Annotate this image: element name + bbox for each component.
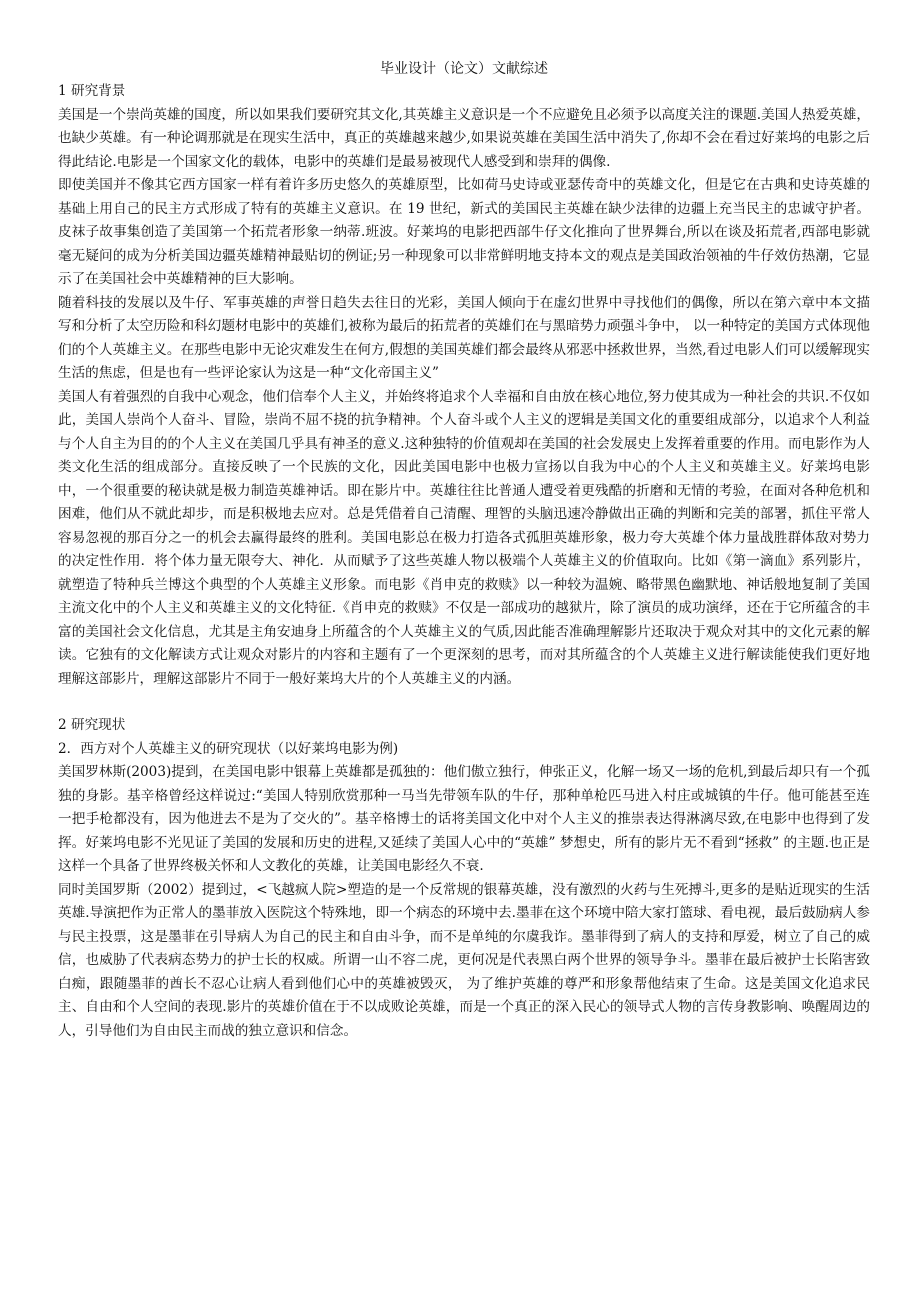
section-1-paragraph-3: 随着科技的发展以及牛仔、军事英雄的声誉日趋失去往日的光彩，美国人倾向于在虚幻世界中寻找他们的偶像，所以在第六章中本文描写和分析了太空历险和科幻题材电影中的英雄们,被称为最后的拓荒者的英雄们在与黑暗势力顽强斗争中， 以一种特定的美国方式体现他们的个人英雄主义。在那些电影中无论灾难发生在何方,假想的美国英雄们都会最终从邪恶中拯救世界，当然,看过电影人们可以缓解现实生活的焦虑，但是也有一些评论家认为这是一种“文化帝国主义” [58, 294, 870, 381]
section-spacer [58, 691, 870, 714]
document-title: 毕业设计（论文）文献综述 [380, 61, 548, 77]
section-1-paragraph-1: 美国是一个崇尚英雄的国度，所以如果我们要研究其文化,其英雄主义意识是一个不应避免且必须予以高度关注的课题.美国人热爱英雄，也缺少英雄。有一种论调那就是在现实生活中，真正的英雄越来越少,如果说英雄在美国生活中消失了,你却不会在看过好莱坞的电影之后得此结论.电影是一个国家文化的载体，电影中的英雄们是最易被现代人感受到和崇拜的偶像. [58, 106, 870, 170]
document-page [58, 58, 870, 1043]
section-1-paragraph-4: 美国人有着强烈的自我中心观念，他们信奉个人主义，并始终将追求个人幸福和自由放在核心地位,努力使其成为一种社会的共识.不仅如此，美国人崇尚个人奋斗、冒险，崇尚不屈不挠的抗争精神。个人奋斗或个人主义的逻辑是美国文化的重要组成部分，以追求个人利益与个人自主为目的的个人主义在美国几乎具有神圣的意义.这种独特的价值观却在美国的社会发展史上发挥着重要的作用。而电影作为人类文化生活的组成部分。直接反映了一个民族的文化，因此美国电影中也极力宣扬以自我为中心的个人主义和英雄主义。好莱坞电影中，一个很重要的秘诀就是极力制造英雄神话。即在影片中。英雄往往比普通人遭受着更残酷的折磨和无情的考验，在面对各种危机和困难，他们从不就此却步，而是积极地去应对。总是凭借着自己清醒、理智的头脑迅速冷静做出正确的判断和完美的部署，抓住平常人容易忽视的那百分之一的机会去赢得最终的胜利。美国电影总在极力打造各式孤胆英雄形象，极力夸大英雄个体力量战胜群体敌对势力的决定性作用．将个体力量无限夸大、神化．从而赋予了这些英雄人物以极端个人英雄主义的价值取向。比如《第一滴血》系列影片，就塑造了特种兵兰博这个典型的个人英雄主义形象。而电影《肖申克的救赎》以一种较为温婉、略带黑色幽默地、神话般地复制了美国主流文化中的个人主义和英雄主义的文化特征.《肖申克的救赎》不仅是一部成功的越狱片，除了演员的成功演绎，还在于它所蕴含的丰富的美国社会文化信息，尤其是主角安迪身上所蕴含的个人英雄主义的气质,因此能否准确理解影片还取决于观众对其中的文化元素的解读。它独有的文化解读方式让观众对影片的内容和主题有了一个更深刻的思考，而对其所蕴含的个人英雄主义进行解读能使我们更好地理解这部影片，理解这部影片不同于一般好莱坞大片的个人英雄主义的内涵。 [58, 388, 870, 687]
section-2-heading: 2 研究现状 [58, 717, 126, 733]
section-1-paragraph-2: 即使美国并不像其它西方国家一样有着许多历史悠久的英雄原型，比如荷马史诗或亚瑟传奇中的英雄文化，但是它在古典和史诗英雄的基础上用自己的民主方式形成了特有的英雄主义意识。在 19 世纪，新式的美国民主英雄在缺少法律的边疆上充当民主的忠诚守护者。皮袜子故事集创造了美国第一个拓荒者形象一纳蒂.班波。好莱坞的电影把西部牛仔文化推向了世界舞台,所以在谈及拓荒者,西部电影就毫无疑问的成为分析美国边疆英雄精神最贴切的例证;另一种现象可以非常鲜明地支持本文的观点是美国政治领袖的牛仔效仿热潮，它显示了在美国社会中英雄精神的巨大影响。 [58, 177, 870, 287]
section-2-paragraph-2: 同时美国罗斯（2002）提到过，<飞越疯人院>塑造的是一个反常规的银幕英雄，没有激烈的火药与生死搏斗,更多的是贴近现实的生活英雄.导演把作为正常人的墨菲放入医院这个特殊地，即一个病态的环境中去.墨菲在这个环境中陪大家打篮球、看电视，最后鼓励病人参与民主投票，这是墨菲在引导病人为自己的民主和自由斗争，而不是单纯的尔虞我诈。墨菲得到了病人的支持和厚爱，树立了自己的威信，也威胁了代表病态势力的护士长的权威。所谓一山不容二虎，更何况是代表黑白两个世界的领导争斗。墨菲在最后被护士长陷害致白痴，跟随墨菲的酋长不忍心让病人看到他们心中的英雄被毁灭， 为了维护英雄的尊严和形象帮他结束了生命。这是美国文化追求民主、自由和个人空间的表现.影片的英雄价值在于不以成败论英雄，而是一个真正的深入民心的领导式人物的言传身教影响、唤醒周边的人，引导他们为自由民主而战的独立意识和信念。 [58, 881, 870, 1039]
section-2-subheading: 2．西方对个人英雄主义的研究现状（以好莱坞电影为例) [58, 740, 399, 757]
section-1-heading: 1 研究背景 [58, 83, 126, 99]
section-2-paragraph-1: 美国罗林斯(2003)提到，在美国电影中银幕上英雄都是孤独的：他们傲立独行，伸张正义，化解一场又一场的危机,到最后却只有一个孤独的身影。基辛格曾经这样说过:“美国人特别欣赏那种一马当先带领车队的牛仔，那种单枪匹马进入村庄或城镇的牛仔。他可能甚至连一把手枪都没有，因为他进去不是为了交火的”。基辛格博士的话将美国文化中对个人主义的推崇表达得淋漓尽致,在电影中也得到了发挥。好莱坞电影不光见证了美国的发展和历史的进程,又延续了美国人心中的“英雄” 梦想史，所有的影片无不看到“拯救” 的主题.也正是这样一个具备了世界终极关怀和人文教化的英雄，让美国电影经久不衰. [58, 764, 870, 874]
